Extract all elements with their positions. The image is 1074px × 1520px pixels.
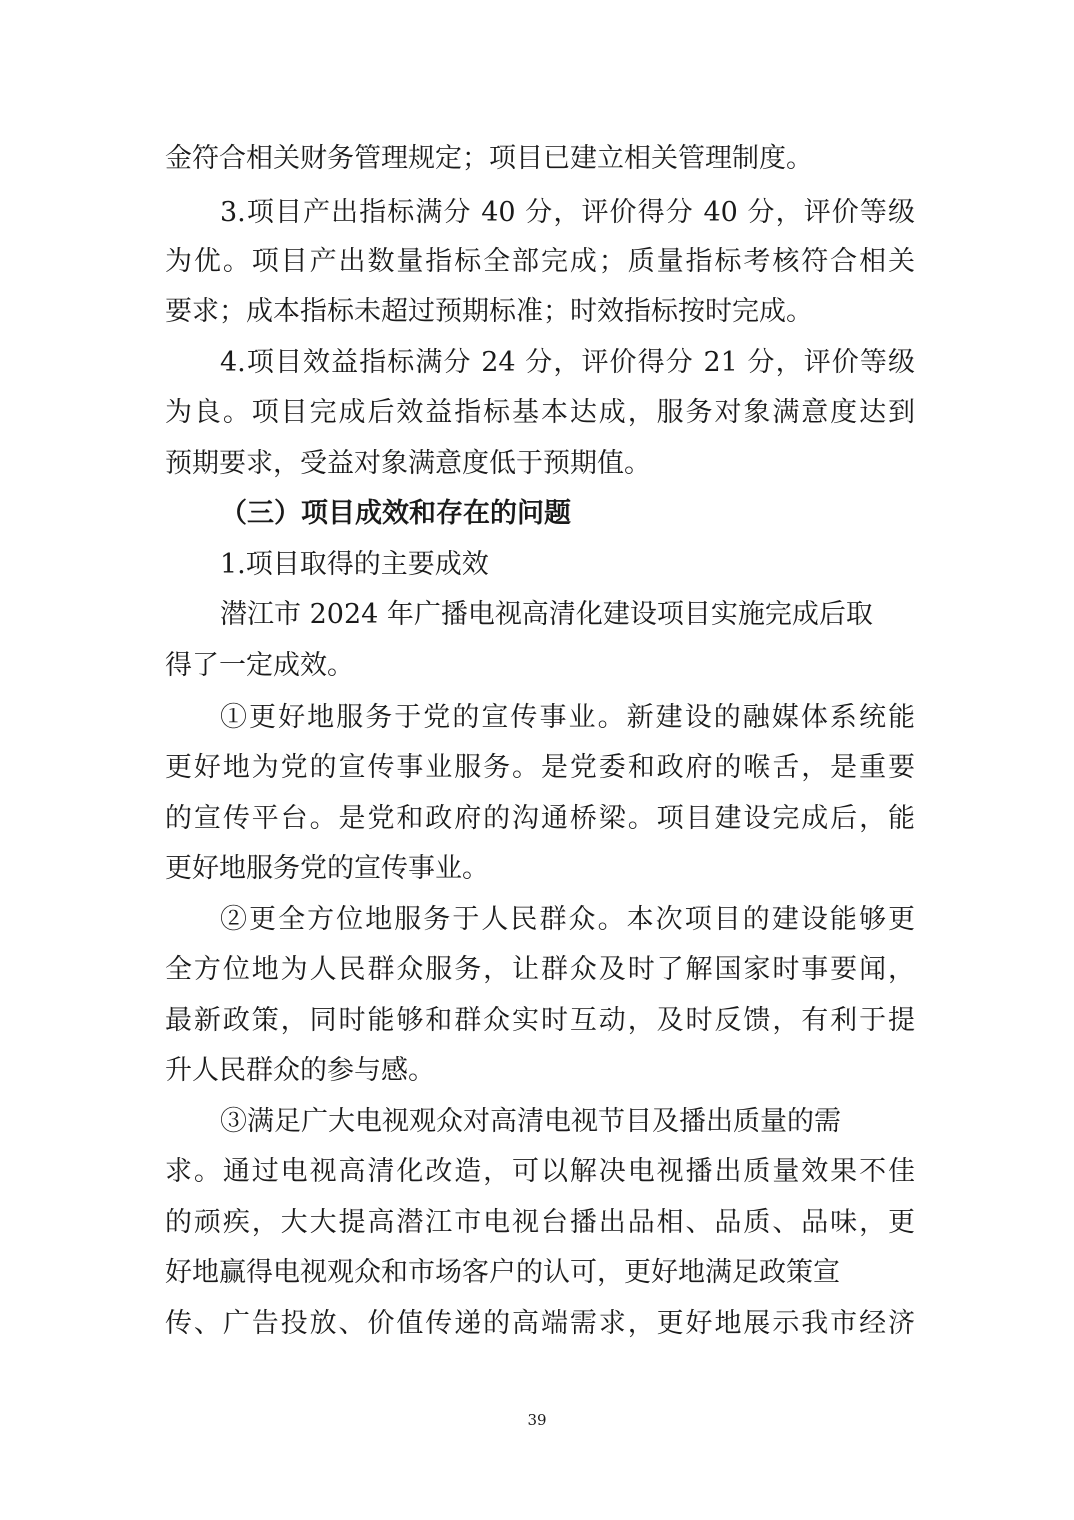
page-number: 39 [527, 1411, 547, 1429]
text-line: 得了一定成效。 [165, 650, 354, 681]
text-line: 升人民群众的参与感。 [165, 1055, 435, 1086]
text-line: 的宣传平台。是党和政府的沟通桥梁。项目建设完成后，能 [165, 803, 915, 834]
text-line: 求。通过电视高清化改造，可以解决电视播出质量效果不佳 [165, 1156, 915, 1187]
text-line: 金符合相关财务管理规定；项目已建立相关管理制度。 [165, 143, 813, 174]
text-line: 为良。项目完成后效益指标基本达成，服务对象满意度达到 [165, 397, 915, 428]
text-line: 要求；成本指标未超过预期标准；时效指标按时完成。 [165, 296, 813, 327]
text-line: 3.项目产出指标满分 40 分，评价得分 40 分，评价等级 [220, 197, 915, 228]
subsection-heading: 1.项目取得的主要成效 [220, 549, 489, 580]
text-line: 为优。项目产出数量指标全部完成；质量指标考核符合相关 [165, 246, 915, 277]
text-line: 潜江市 2024 年广播电视高清化建设项目实施完成后取 [220, 599, 873, 630]
text-line: 更好地为党的宣传事业服务。是党委和政府的喉舌，是重要 [165, 752, 915, 783]
text-line: 更好地服务党的宣传事业。 [165, 853, 489, 884]
text-line: ①更好地服务于党的宣传事业。新建设的融媒体系统能 [220, 702, 915, 733]
text-line: 4.项目效益指标满分 24 分，评价得分 21 分，评价等级 [220, 347, 915, 378]
text-line: ③满足广大电视观众对高清电视节目及播出质量的需 [220, 1106, 841, 1137]
text-line: 最新政策，同时能够和群众实时互动，及时反馈，有利于提 [165, 1005, 915, 1036]
text-line: 预期要求，受益对象满意度低于预期值。 [165, 448, 651, 479]
text-line: 传、广告投放、价值传递的高端需求，更好地展示我市经济 [165, 1308, 915, 1339]
text-line: 全方位地为人民群众服务，让群众及时了解国家时事要闻， [165, 954, 915, 985]
text-line: 的顽疾，大大提高潜江市电视台播出品相、品质、品味，更 [165, 1207, 915, 1238]
section-heading: （三）项目成效和存在的问题 [220, 498, 571, 529]
text-line: ②更全方位地服务于人民群众。本次项目的建设能够更 [220, 904, 915, 935]
text-line: 好地赢得电视观众和市场客户的认可，更好地满足政策宣 [165, 1257, 840, 1288]
